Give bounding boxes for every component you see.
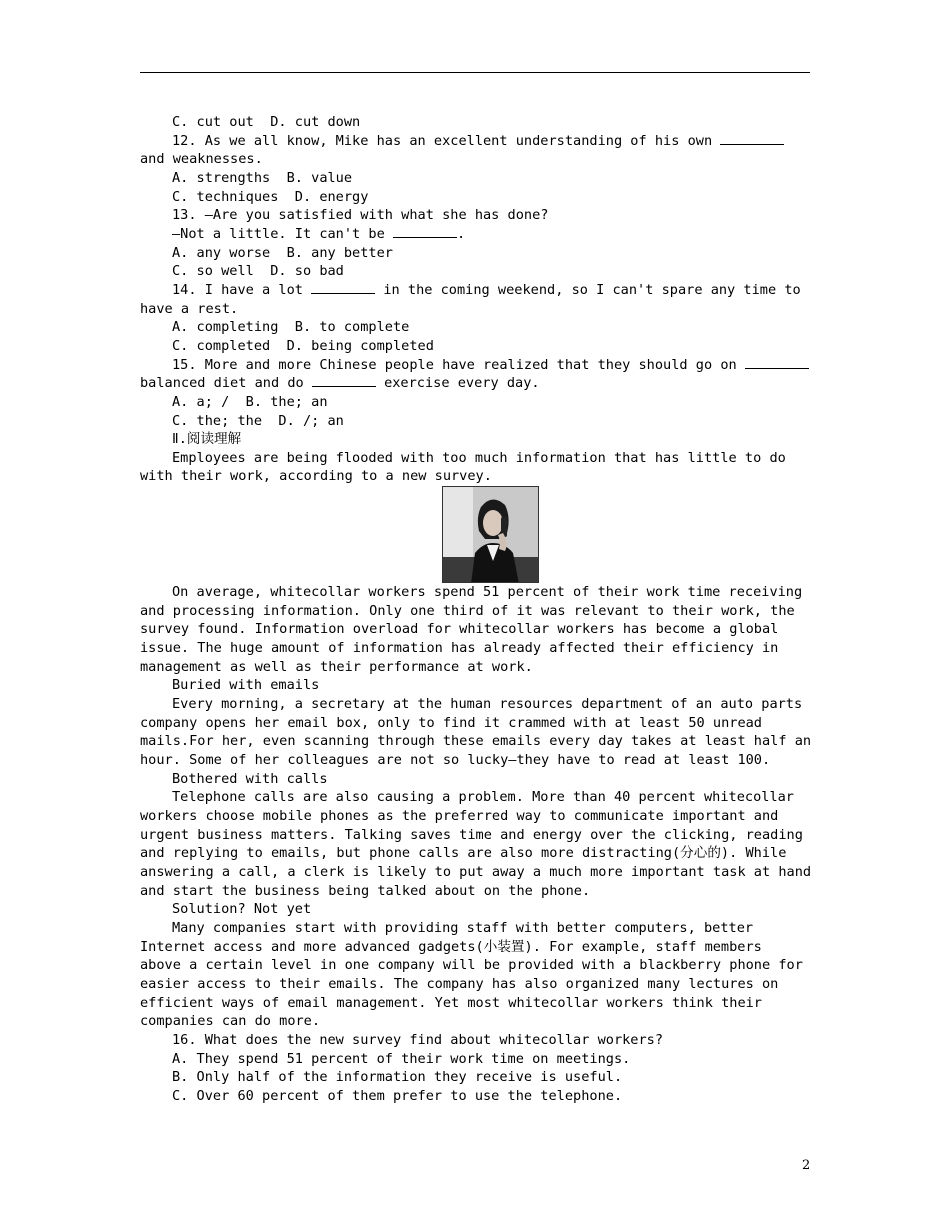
q14-stem-cont: have a rest.	[140, 300, 239, 317]
passage-line: Internet access and more advanced gadgets(小装置). For example, staff members	[140, 938, 762, 955]
answer-blank	[745, 356, 809, 369]
answer-blank	[311, 281, 375, 294]
passage-line: management as well as their performance at work.	[140, 658, 533, 675]
passage-line: workers choose mobile phones as the preferred way to communicate important and	[140, 808, 779, 824]
q13-option-row: A. any worse B. any better	[172, 244, 393, 261]
passage-line: Many companies start with providing staff with better computers, better	[172, 919, 754, 936]
q15-stem-cont: balanced diet and do exercise every day.	[140, 375, 540, 392]
passage-line: mails.For her, even scanning through these emails every day takes at least half an	[140, 733, 812, 750]
answer-blank	[312, 374, 376, 387]
q16-option: A. They spend 51 percent of their work time on meetings.	[172, 1050, 631, 1067]
q15-option-row: A. a; / B. the; an	[172, 393, 328, 410]
passage-line: easier access to their emails. The company has also organized many lectures on	[140, 975, 779, 992]
passage-line: issue. The huge amount of information has already affected their efficiency in	[140, 640, 779, 657]
woman-on-phone-photo	[442, 486, 539, 583]
q16-stem: 16. What does the new survey find about whitecollar workers?	[172, 1031, 664, 1048]
passage-line: efficient ways of email management. Yet most whitecollar workers think their	[140, 994, 762, 1011]
passage-line: Employees are being flooded with too much information that has little to do	[172, 449, 786, 466]
passage-line: companies can do more.	[140, 1013, 321, 1030]
passage-line: Telephone calls are also causing a problem. More than 40 percent whitecollar	[172, 789, 794, 806]
passage-subheading: Solution? Not yet	[172, 901, 312, 918]
passage-line: On average, whitecollar workers spend 51 percent of their work time receiving	[172, 584, 803, 601]
passage-line: with their work, according to a new survey.	[140, 468, 492, 485]
q13-reply: —Not a little. It can't be .	[172, 225, 466, 242]
q11-options: C. cut out D. cut down	[172, 114, 361, 130]
q12-option-row: C. techniques D. energy	[172, 188, 369, 205]
q16-option: C. Over 60 percent of them prefer to use the telephone.	[172, 1087, 623, 1104]
passage-line: and processing information. Only one third of it was relevant to their work, the	[140, 602, 795, 619]
passage-line: company opens her email box, only to find it crammed with at least 50 unread	[140, 714, 762, 731]
q14-option-row: A. completing B. to complete	[172, 319, 410, 336]
passage-line: answering a call, a clerk is likely to put away a much more important task at hand	[140, 863, 812, 880]
answer-blank	[393, 225, 457, 238]
passage-line: survey found. Information overload for whitecollar workers has become a global	[140, 621, 779, 638]
passage-line: urgent business matters. Talking saves time and energy over the clicking, reading	[140, 826, 803, 843]
q14-option-row: C. completed D. being completed	[172, 337, 434, 354]
q14-stem: 14. I have a lot in the coming weekend, so I can't spare any time to	[172, 281, 801, 298]
q12-stem: 12. As we all know, Mike has an excellent understanding of his own	[140, 132, 810, 151]
passage-subheading: Buried with emails	[172, 677, 320, 694]
passage-subheading: Bothered with calls	[172, 770, 328, 787]
q13-option-row: C. so well D. so bad	[172, 263, 344, 280]
section-heading: Ⅱ.阅读理解	[172, 431, 242, 448]
page-content	[140, 113, 810, 1106]
passage-line: Every morning, a secretary at the human resources department of an auto parts	[172, 696, 803, 713]
q15-option-row: C. the; the D. /; an	[172, 412, 344, 429]
q13-stem: 13. —Are you satisfied with what she has done?	[172, 207, 549, 224]
answer-blank	[720, 132, 784, 145]
q12-stem-cont: and weaknesses.	[140, 151, 263, 168]
passage-line: and start the business being talked about on the phone.	[140, 882, 591, 899]
passage-line: above a certain level in one company will be provided with a blackberry phone for	[140, 957, 803, 974]
q12-option-row: A. strengths B. value	[172, 169, 353, 186]
figure	[140, 486, 810, 583]
header-rule	[140, 72, 810, 73]
passage-line: and replying to emails, but phone calls are also more distracting(分心的). While	[140, 845, 787, 862]
q15-stem: 15. More and more Chinese people have realized that they should go on	[140, 356, 810, 375]
page-number: 2	[802, 1158, 811, 1173]
passage-line: hour. Some of her colleagues are not so lucky—they have to read at least 100.	[140, 752, 771, 769]
q16-option: B. Only half of the information they receive is useful.	[172, 1069, 623, 1086]
